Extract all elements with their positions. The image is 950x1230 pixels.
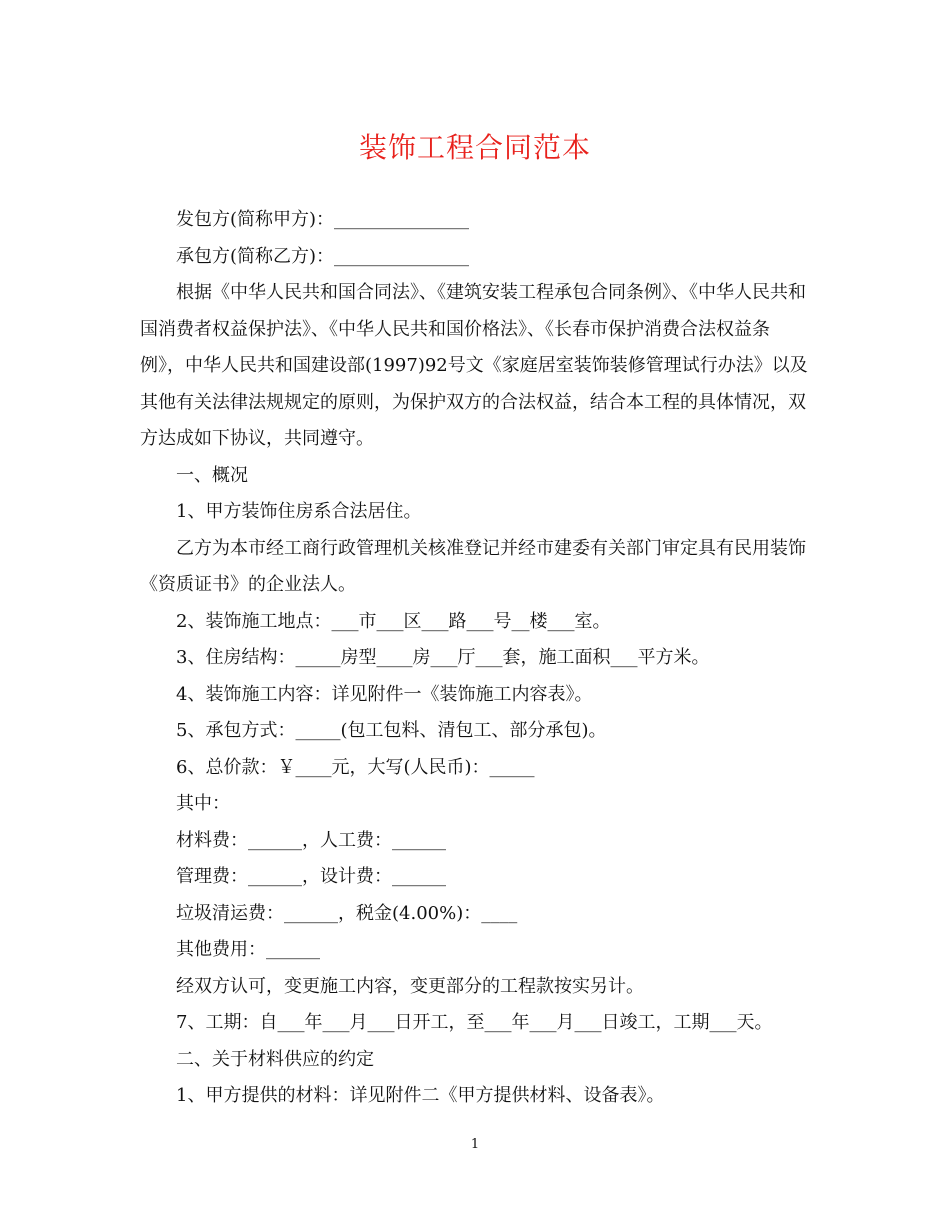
party-a-line: 发包方(简称甲方)：_______________: [176, 209, 470, 230]
fee-line-waste-tax: 垃圾清运费：______，税金(4.00%)：____: [176, 902, 518, 924]
clause-4-content: 4、装饰施工内容：详见附件一《装饰施工内容表》。: [176, 683, 593, 705]
change-clause: 经双方认可，变更施工内容，变更部分的工程款按实另计。: [176, 975, 644, 997]
fee-line-other: 其他费用：______: [176, 939, 320, 960]
clause-3-structure: 3、住房结构：_____房型____房___厅___套，施工面积___平方米。: [176, 647, 710, 668]
clause-1: 1、甲方装饰住房系合法居住。: [176, 501, 422, 522]
fee-line-material-labor: 材料费：______，人工费：______: [176, 829, 446, 851]
document-title: 装饰工程合同范本: [358, 131, 591, 164]
page-number: 1: [470, 1137, 480, 1152]
clause-2-location: 2、装饰施工地点：___市___区___路___号__楼___室。: [176, 610, 611, 632]
section-heading-materials: 二、关于材料供应的约定: [176, 1048, 374, 1070]
materials-clause-1: 1、甲方提供的材料：详见附件二《甲方提供材料、设备表》。: [176, 1085, 665, 1106]
preamble-paragraph: 根据《中华人民共和国合同法》、《建筑安装工程承包合同条例》、《中华人民共和国消费者权益保护法》、《中华人民共和国价格法》、《长春市保护消费合法权益条例》，中华人民共和国建设部(1997)92号文《家庭居室装饰装修管理试行办法》以及其他有关法律法规规定的原则，为保护双方的合法权益，结合本工程的具体情况，双方达成如下协议，共同遵守。: [140, 282, 808, 449]
document-body: [140, 202, 810, 1115]
clause-6-total-price: 6、总价款：￥____元，大写(人民币)：_____: [176, 756, 535, 778]
section-heading-overview: 一、概况: [176, 464, 248, 486]
clause-7-schedule: 7、工期：自___年___月___日开工，至___年___月___日竣工，工期___天。: [176, 1012, 773, 1033]
clause-contractor-qualification: 乙方为本市经工商行政管理机关核准登记并经市建委有关部门审定具有民用装饰《资质证书》的企业法人。: [140, 537, 806, 595]
price-breakdown-heading: 其中：: [176, 793, 230, 814]
fee-line-management-design: 管理费：______，设计费：______: [176, 866, 446, 887]
clause-5-method: 5、承包方式：_____(包工包料、清包工、部分承包)。: [176, 720, 607, 741]
party-b-line: 承包方(简称乙方)：_______________: [176, 245, 470, 267]
